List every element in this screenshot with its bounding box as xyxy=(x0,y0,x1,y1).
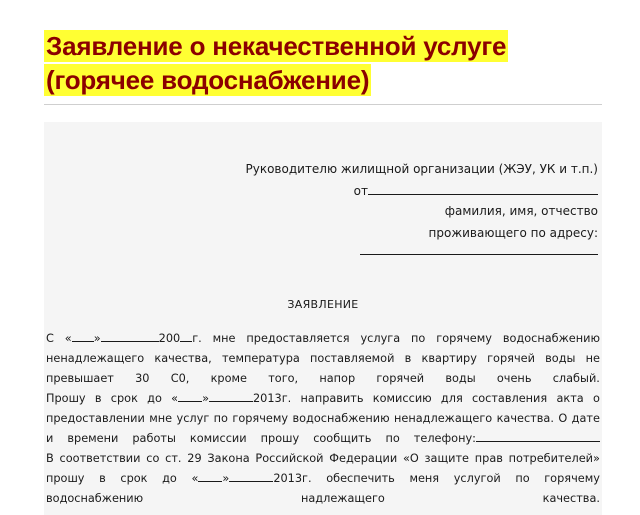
address-blank-row xyxy=(360,242,598,258)
word: качества, xyxy=(154,352,212,365)
word: услуга xyxy=(360,332,401,345)
word: обеспечить xyxy=(326,472,395,485)
word: качества. xyxy=(542,492,600,505)
statement-heading: ЗАЯВЛЕНИЕ xyxy=(287,298,359,311)
statement-body xyxy=(46,329,600,509)
word: Закона xyxy=(207,452,250,465)
body-line-4 xyxy=(46,389,600,409)
word: по xyxy=(411,332,426,345)
word: С0, xyxy=(170,372,190,385)
body-line-7 xyxy=(46,449,600,469)
word: Федерации xyxy=(329,452,398,465)
word: водоснабжению xyxy=(502,332,600,345)
word: работы xyxy=(132,432,176,445)
word: срок xyxy=(120,472,148,485)
body-line-8 xyxy=(46,469,600,489)
addressee-name-hint: фамилия, имя, отчество xyxy=(444,204,598,218)
word: услуг xyxy=(176,412,210,425)
word: надлежащего xyxy=(300,492,385,505)
word: предоставлении xyxy=(46,412,145,425)
word: качества. xyxy=(496,412,554,425)
word: С xyxy=(46,332,54,345)
word: напор xyxy=(319,372,356,385)
addressee-from-label: от xyxy=(353,184,368,198)
body-line-5 xyxy=(46,409,600,429)
word: горячей xyxy=(376,372,425,385)
word: ненадлежащего xyxy=(394,412,493,425)
day-blank xyxy=(198,470,222,482)
word: воды xyxy=(445,372,476,385)
word: срок xyxy=(110,392,138,405)
word: того, xyxy=(268,372,299,385)
word: О xyxy=(558,412,568,425)
word: горячей xyxy=(487,352,535,365)
body-line-9 xyxy=(46,489,600,509)
address-blank-line xyxy=(360,242,598,255)
from-blank-line xyxy=(368,194,598,195)
word: не xyxy=(585,352,600,365)
document-title xyxy=(44,30,604,98)
word: соответствии xyxy=(59,452,141,465)
word: Прошу xyxy=(46,392,86,405)
word: со xyxy=(146,452,160,465)
body-line-3 xyxy=(46,369,600,389)
phone-blank xyxy=(476,430,600,442)
title-line-2: (горячее водоснабжение) xyxy=(46,65,370,95)
word: температура xyxy=(221,352,300,365)
word: воды xyxy=(545,352,576,365)
word: прошу xyxy=(260,432,300,445)
word: водоснабжению xyxy=(292,412,390,425)
word: составления xyxy=(472,392,548,405)
statement-document xyxy=(44,122,602,515)
word: услугой xyxy=(453,472,501,485)
month-blank xyxy=(209,390,253,402)
word: квартиру xyxy=(421,352,477,365)
word: мне xyxy=(149,412,173,425)
word: Российской xyxy=(255,452,324,465)
word: потребителей» xyxy=(508,452,600,465)
word: меня xyxy=(409,472,440,485)
word: в xyxy=(404,352,412,365)
word: до xyxy=(162,472,177,485)
addressee-to: Руководителю жилищной организации (ЖЭУ, УК и т.п.) xyxy=(245,162,598,176)
word: «О xyxy=(402,452,419,465)
word: по xyxy=(213,412,228,425)
word: акта xyxy=(556,392,584,405)
word: для xyxy=(440,392,463,405)
word: защите xyxy=(424,452,469,465)
day-blank xyxy=(178,390,202,402)
title-divider xyxy=(44,104,602,105)
word: 29 xyxy=(187,452,202,465)
word: водоснабжению xyxy=(46,492,144,505)
date-field: « » 2013г. xyxy=(191,472,312,485)
word: времени xyxy=(67,432,119,445)
month-blank xyxy=(229,470,273,482)
addressee-from-row xyxy=(354,184,598,198)
word: горячему xyxy=(436,332,492,345)
phone-field: телефону: xyxy=(414,429,600,449)
word: слабый. xyxy=(552,372,600,385)
word: В xyxy=(46,452,54,465)
word: комиссию xyxy=(372,392,432,405)
word: и xyxy=(46,432,54,445)
word: направить xyxy=(300,392,364,405)
word: до xyxy=(147,392,162,405)
word: комиссии xyxy=(189,432,247,445)
word: сообщить xyxy=(313,432,372,445)
word: очень xyxy=(496,372,532,385)
word: прав xyxy=(474,452,503,465)
word: горячему xyxy=(544,472,600,485)
month-blank xyxy=(101,330,159,342)
date-field: « » 2013г. xyxy=(171,392,292,405)
word: о xyxy=(592,392,600,405)
body-line-1 xyxy=(46,329,600,349)
word: прошу xyxy=(46,472,85,485)
word: поставляемой xyxy=(310,352,395,365)
word: ст. xyxy=(165,452,182,465)
word: в xyxy=(99,472,106,485)
word: 30 xyxy=(135,372,150,385)
body-line-6 xyxy=(46,429,600,449)
word: мне xyxy=(212,332,236,345)
word: в xyxy=(94,392,102,405)
word: кроме xyxy=(210,372,247,385)
date-field: « » 200 г. xyxy=(64,332,202,345)
word: по xyxy=(515,472,530,485)
word: по xyxy=(385,432,400,445)
word: дате xyxy=(571,412,600,425)
year-blank xyxy=(180,330,192,342)
word: ненадлежащего xyxy=(46,352,145,365)
title-line-1: Заявление о некачественной услуге xyxy=(46,31,507,61)
day-blank xyxy=(72,330,94,342)
word: предоставляется xyxy=(246,332,350,345)
addressee-address-hint: проживающего по адресу: xyxy=(428,226,598,240)
body-line-2 xyxy=(46,349,600,369)
word: превышает xyxy=(46,372,114,385)
word: горячему xyxy=(232,412,289,425)
